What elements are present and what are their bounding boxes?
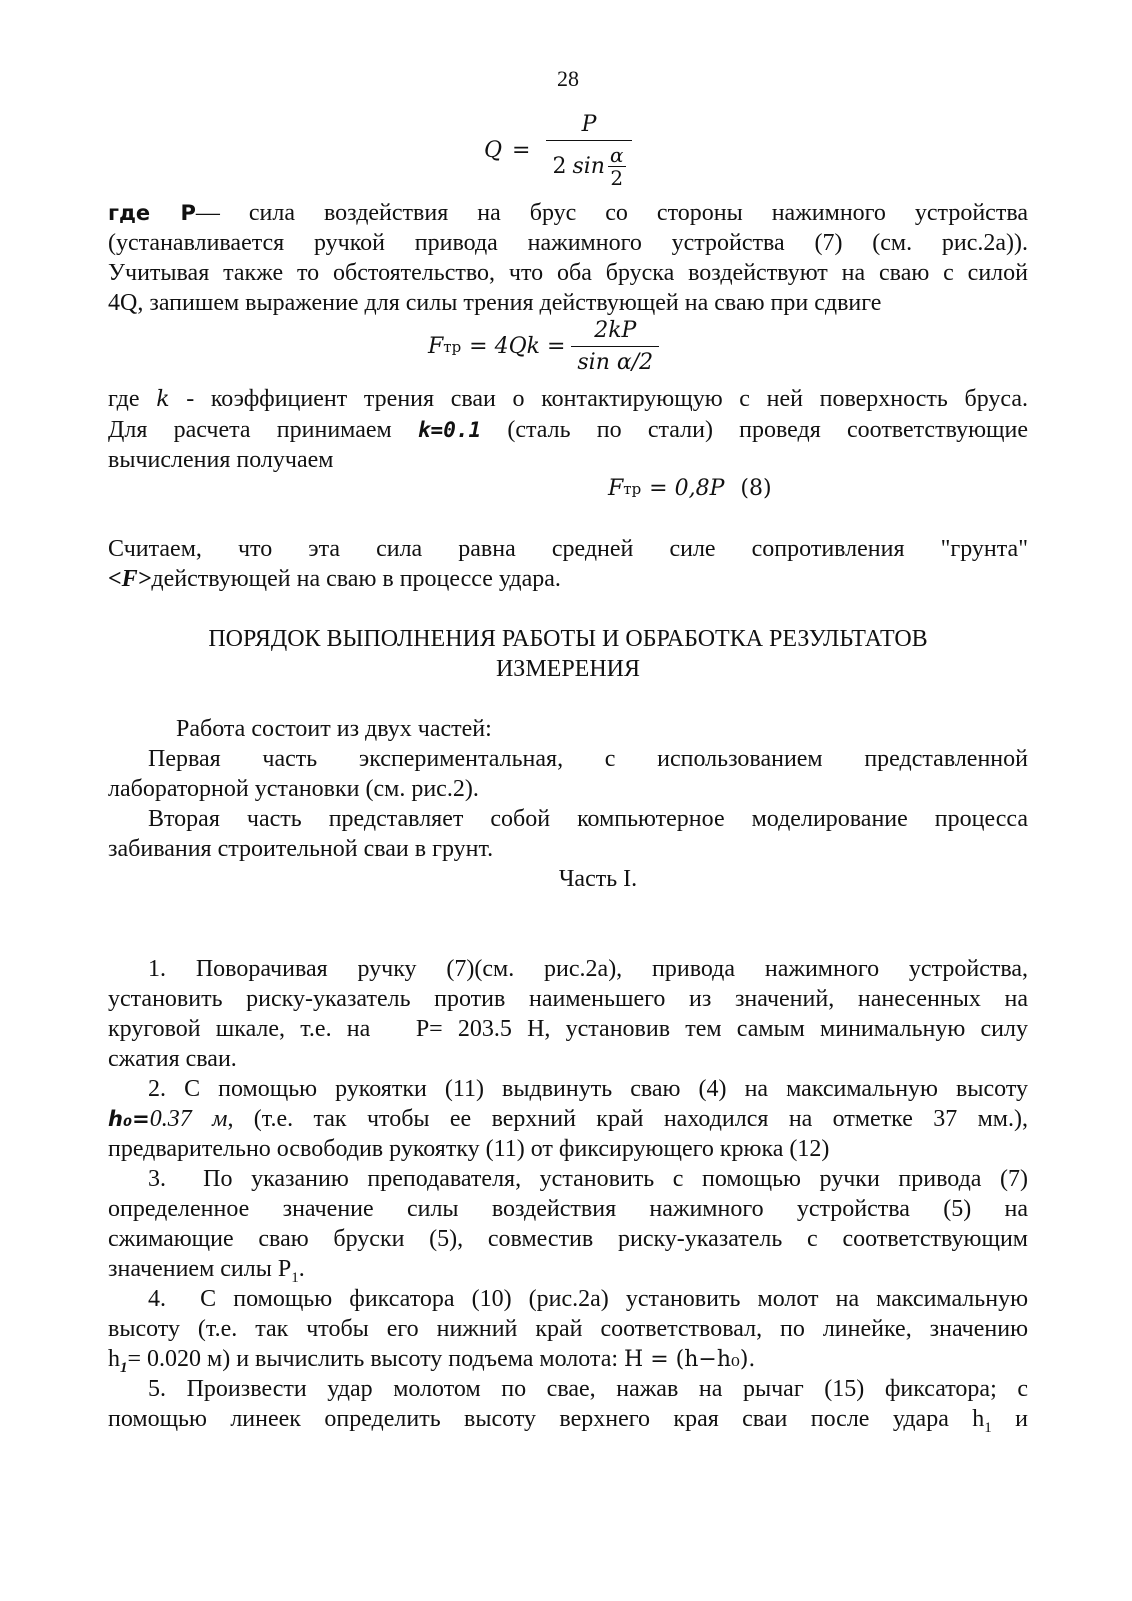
formula-q-half-angle bbox=[608, 144, 626, 189]
step-1 bbox=[108, 954, 1028, 1074]
step2-line2 bbox=[108, 1104, 1028, 1134]
formula8-lhs: F bbox=[608, 476, 624, 501]
para2-line1 bbox=[108, 384, 1028, 415]
step3-line4-b: . bbox=[298, 1256, 305, 1282]
para2-k-value: k=0.1 bbox=[417, 418, 482, 442]
intro-line4: Вторая часть представляет собой компьютерное моделирование процесса bbox=[148, 806, 1028, 832]
step4-h-sub: 1 bbox=[120, 1359, 128, 1376]
step5-line2 bbox=[108, 1404, 1028, 1443]
para1-line4: 4Q, запишем выражение для силы трения действующей на сваю при сдвиге bbox=[108, 290, 882, 316]
page-number: 28 bbox=[557, 66, 579, 91]
step2-h0-label: h₀= bbox=[108, 1107, 150, 1131]
step5-line2-a: помощью линеек определить высоту верхнего края сваи после удара h bbox=[108, 1406, 985, 1432]
step-2 bbox=[108, 1074, 1028, 1164]
step5-h-sub: 1 bbox=[984, 1419, 992, 1436]
step4-line2: высоту (т.е. так чтобы его нижний край соответствовал, по линейке, значению bbox=[108, 1316, 1028, 1342]
para2-line2 bbox=[108, 415, 1028, 445]
para2-line2-a: Для расчета принимаем bbox=[108, 417, 418, 443]
step2-line1: 2. С помощью рукоятки (11) выдвинуть сваю (4) на максимальную высоту bbox=[148, 1076, 1028, 1102]
part-label-text: Часть I. bbox=[558, 866, 638, 892]
part-label bbox=[108, 864, 1028, 894]
formula-q-alpha: α bbox=[609, 143, 624, 167]
step3-line4-a: значением силы P bbox=[108, 1256, 292, 1282]
step1-line3: круговой шкале, т.е. на P= 203.5 Н, установив тем самым минимальную силу bbox=[108, 1016, 1028, 1042]
para2-line2-b: (сталь по стали) проведя соответствующие bbox=[481, 417, 1028, 443]
intro-line1: Работа состоит из двух частей: bbox=[176, 716, 492, 742]
para2-line1-b: - коэффициент трения сваи о контактирующую с ней поверхность бруса. bbox=[169, 386, 1028, 412]
step-5 bbox=[108, 1374, 1028, 1443]
heading-line1: ПОРЯДОК ВЫПОЛНЕНИЯ РАБОТЫ И ОБРАБОТКА РЕЗУЛЬТАТОВ bbox=[208, 626, 928, 652]
paragraph-force-description bbox=[108, 198, 1028, 318]
formula-q-den-func: sin bbox=[572, 154, 605, 179]
step4-h-label: h bbox=[108, 1346, 120, 1372]
para3-line1: Считаем, что эта сила равна средней силе сопротивления "грунта" bbox=[108, 536, 1028, 562]
intro-line2: Первая часть экспериментальная, с использованием представленной bbox=[148, 746, 1028, 772]
formula-f-lhs: F bbox=[428, 334, 444, 359]
formula8-number: (8) bbox=[740, 476, 772, 501]
formula-f-mid: = 4Qk = bbox=[469, 334, 566, 359]
intro-line3: лабораторной установки (см. рис.2). bbox=[108, 776, 479, 802]
step3-line3: сжимающие сваю бруски (5), совместив риску-указатель с соответствующим bbox=[108, 1226, 1028, 1252]
document-page bbox=[108, 0, 1028, 1601]
para3-line2 bbox=[108, 564, 1028, 594]
step2-line3: предварительно освободив рукоятку (11) от фиксирующего крюка (12) bbox=[108, 1136, 830, 1162]
step4-formula: H = (h−h₀). bbox=[624, 1347, 756, 1372]
formula-q-two: 2 bbox=[610, 166, 624, 190]
para2-line1-a: где bbox=[108, 386, 157, 412]
formula-q-equals: = bbox=[512, 138, 531, 163]
step2-line2-rest: , (т.е. так чтобы ее верхний край находился на отметке 37 мм.), bbox=[227, 1106, 1028, 1132]
step5-line2-b: и bbox=[991, 1406, 1028, 1432]
step4-line3-b: = 0.020 м) и вычислить высоту подъема молота: bbox=[127, 1346, 625, 1372]
step3-line1: 3. По указанию преподавателя, установить с помощью ручки привода (7) bbox=[148, 1166, 1028, 1192]
para1-line2: (устанавливается ручкой привода нажимного устройства (7) (см. рис.2а)). bbox=[108, 230, 1028, 256]
heading-line2: ИЗМЕРЕНИЯ bbox=[495, 656, 641, 682]
para3-f-symbol: <F> bbox=[108, 566, 152, 592]
step4-line1: 4. С помощью фиксатора (10) (рис.2а) установить молот на максимальную bbox=[148, 1286, 1028, 1312]
formula-q-numerator: P bbox=[581, 112, 597, 137]
formula8-rhs: = 0,8P bbox=[649, 476, 725, 501]
paragraph-friction-coefficient bbox=[108, 384, 1028, 475]
step-4 bbox=[108, 1284, 1028, 1383]
formula8-lhs-sub: тр bbox=[623, 479, 642, 498]
formula-f-numerator: 2kP bbox=[594, 318, 637, 343]
formula-q bbox=[484, 112, 638, 189]
step-3 bbox=[108, 1164, 1028, 1293]
step2-h0-value: 0.37 м bbox=[149, 1106, 228, 1132]
step1-line4: сжатия сваи. bbox=[108, 1046, 237, 1072]
formula-friction bbox=[428, 318, 665, 375]
para3-line2-rest: действующей на сваю в процессе удара. bbox=[151, 566, 561, 592]
formula-q-den-coef: 2 bbox=[552, 154, 567, 179]
para1-line1-rest: — сила воздействия на брус со стороны нажимного устройства bbox=[195, 200, 1028, 226]
step1-line1: 1. Поворачивая ручку (7)(см. рис.2а), привода нажимного устройства, bbox=[148, 956, 1028, 982]
para2-k-symbol: k bbox=[156, 387, 170, 412]
step1-line2: установить риску-указатель против наименьшего из значений, нанесенных на bbox=[108, 986, 1028, 1012]
formula-f-denominator: sin α/2 bbox=[571, 346, 659, 375]
paragraph-intro bbox=[108, 714, 1028, 864]
para1-line3: Учитывая также то обстоятельство, что оба бруска воздействуют на сваю с силой bbox=[108, 260, 1028, 286]
formula-q-denominator bbox=[546, 140, 631, 189]
formula-q-fraction bbox=[546, 112, 631, 189]
section-heading bbox=[108, 624, 1028, 684]
step3-line2: определенное значение силы воздействия нажимного устройства (5) на bbox=[108, 1196, 1028, 1222]
formula-q-lhs: Q bbox=[484, 138, 503, 163]
step5-line1: 5. Произвести удар молотом по свае, нажав на рычаг (15) фиксатора; с bbox=[148, 1376, 1028, 1402]
para1-line1 bbox=[108, 198, 1028, 228]
intro-line5: забивания строительной сваи в грунт. bbox=[108, 836, 494, 862]
para1-lead: где P bbox=[108, 201, 196, 225]
formula-f-lhs-sub: тр bbox=[443, 337, 462, 356]
para2-line3: вычисления получаем bbox=[108, 447, 334, 473]
step3-p-sub: 1 bbox=[291, 1269, 299, 1286]
formula-8 bbox=[608, 476, 772, 501]
paragraph-soil-resistance bbox=[108, 534, 1028, 594]
formula-f-fraction bbox=[571, 318, 659, 375]
